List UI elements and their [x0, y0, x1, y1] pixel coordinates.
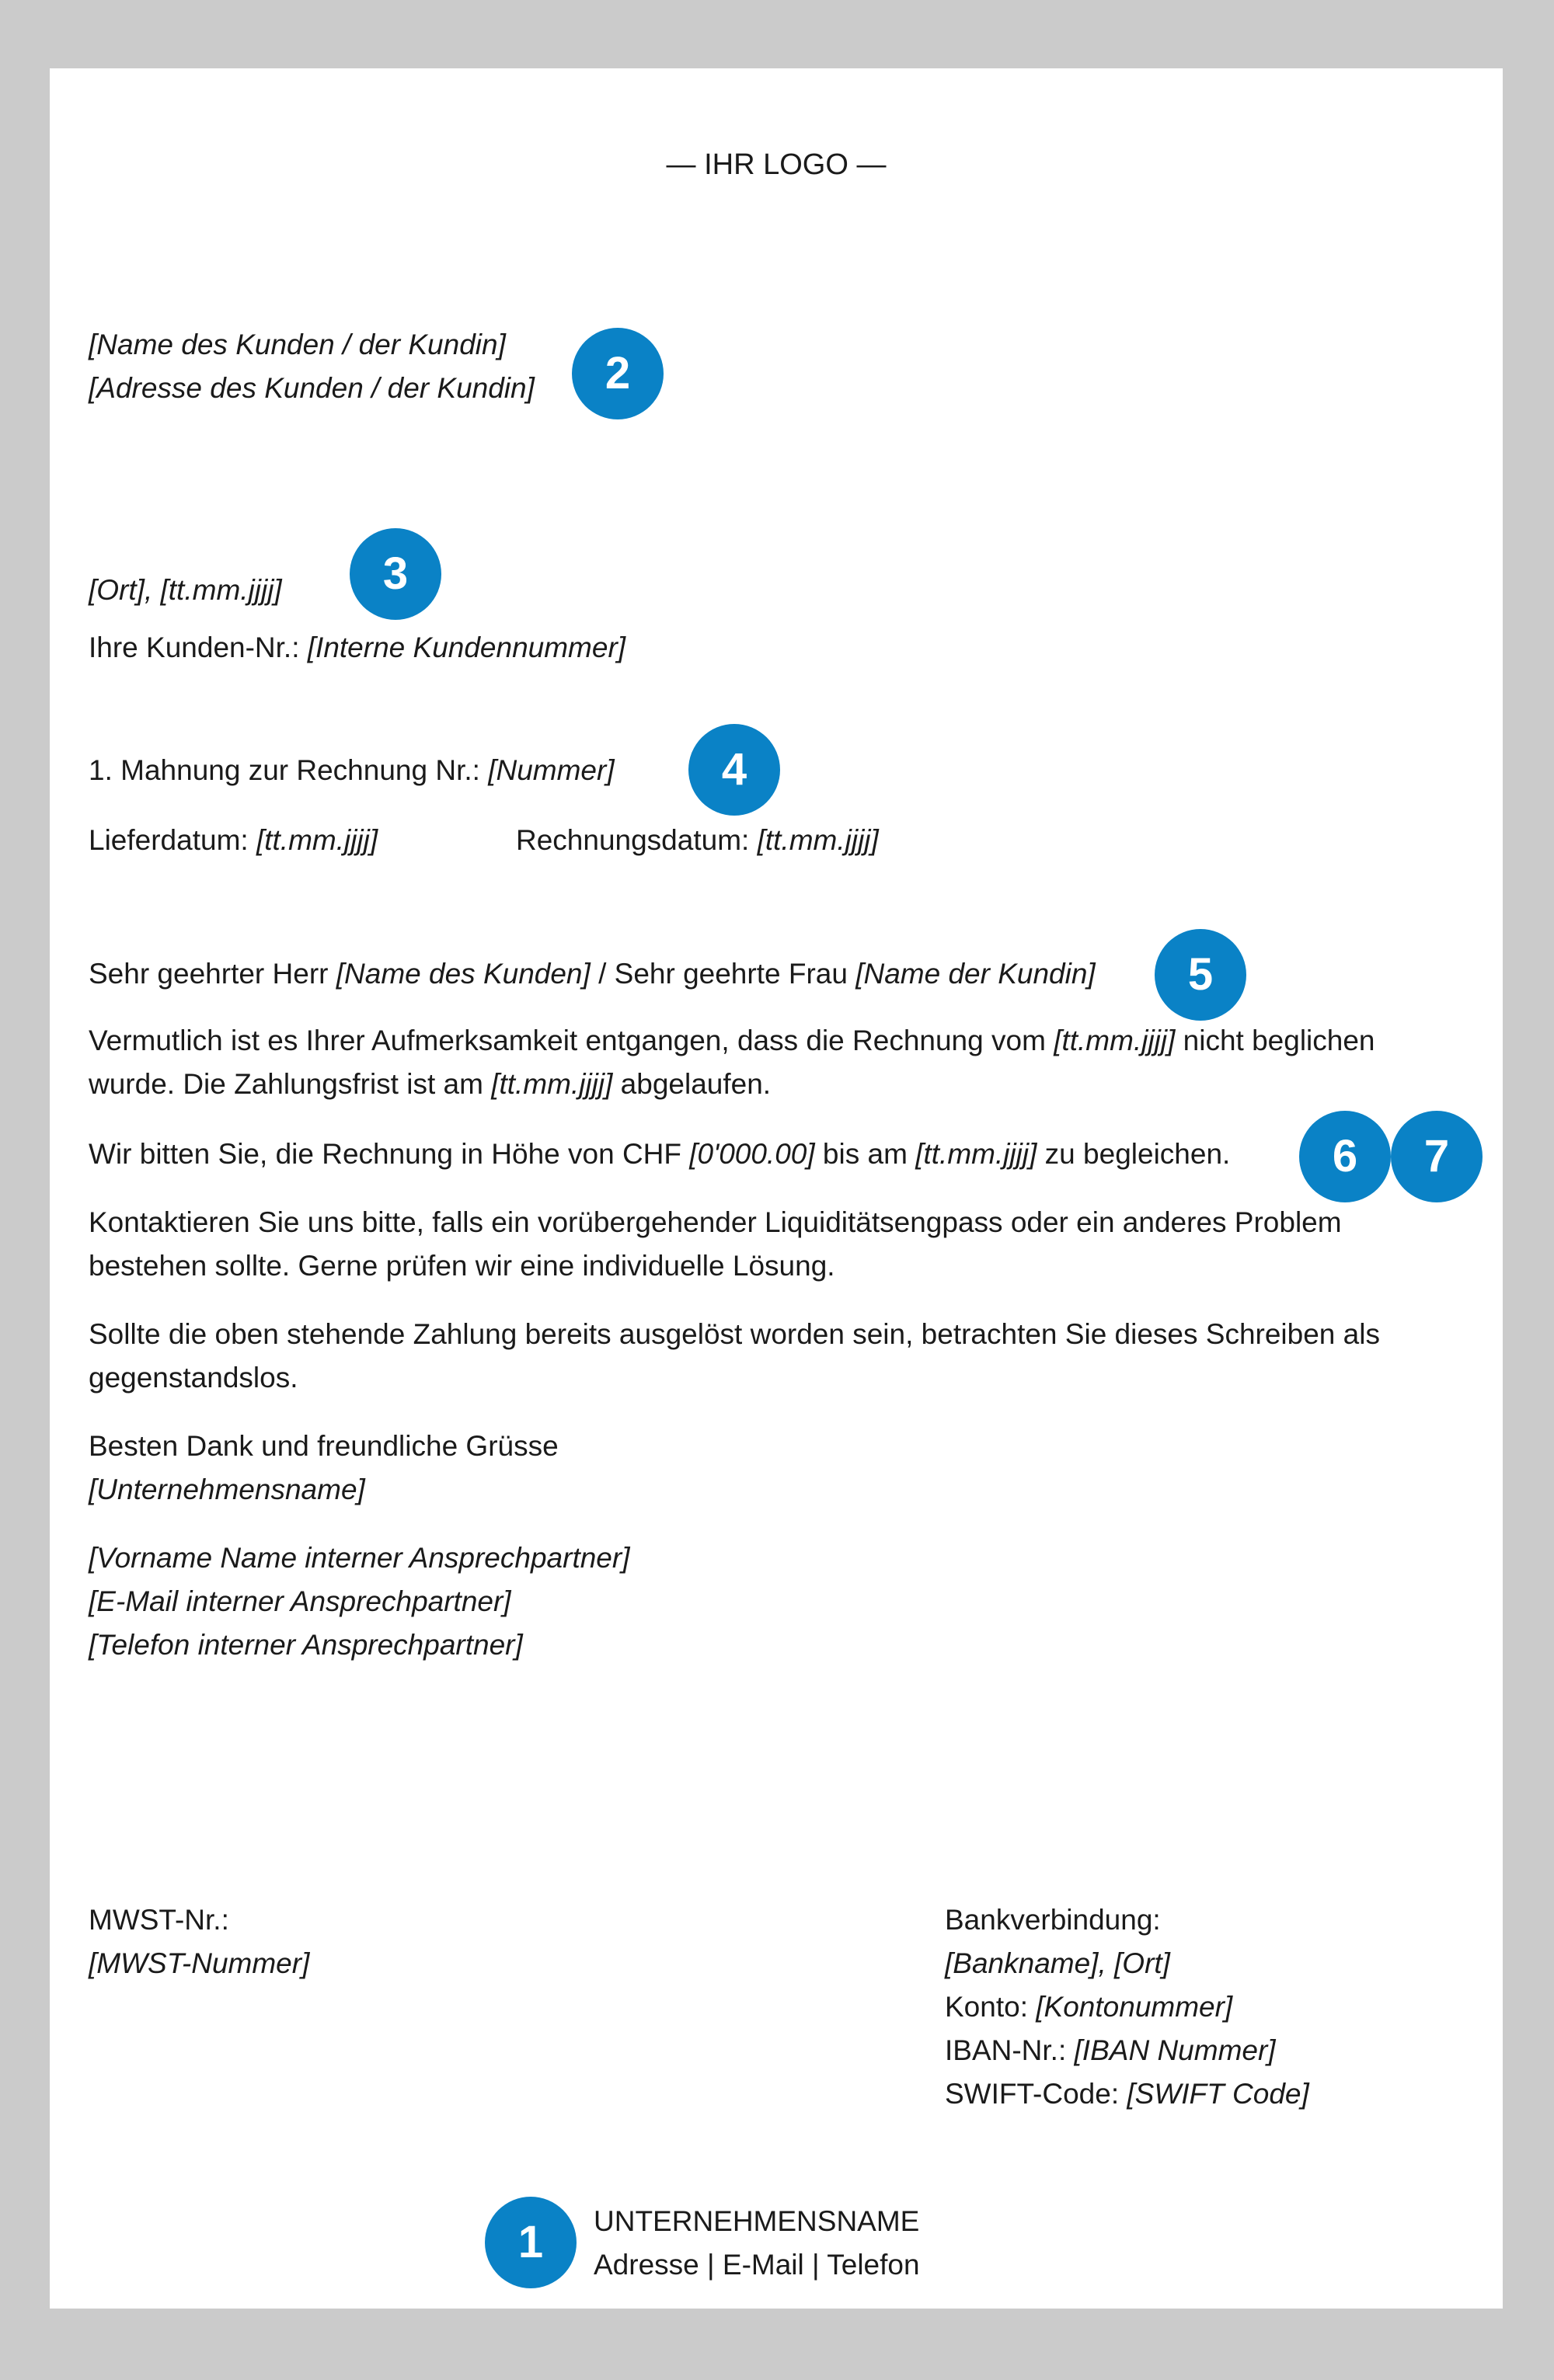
invoice-date-label: Rechnungsdatum: [516, 824, 758, 856]
logo-placeholder: — IHR LOGO — [666, 148, 887, 181]
reminder-title: 1. Mahnung zur Rechnung Nr.: [89, 754, 489, 786]
customer-number-value: [Interne Kundennummer] [307, 632, 626, 663]
greeting-text-1: Sehr geehrter Herr [89, 958, 336, 990]
p1-text-b: nicht beglichen [1175, 1025, 1375, 1056]
account-value: [Kontonummer] [1036, 1991, 1233, 2023]
delivery-date [89, 819, 378, 862]
paragraph-3-line-1: Kontaktieren Sie uns bitte, falls ein vorübergehender Liquiditätsengpass oder ein anderes Problem [89, 1206, 1342, 1238]
badge-7: 7 [1391, 1111, 1483, 1202]
badge-1: 1 [485, 2197, 577, 2288]
swift-value: [SWIFT Code] [1127, 2078, 1309, 2110]
greeting [89, 952, 1096, 996]
badge-3: 3 [350, 528, 441, 620]
closing: Besten Dank und freundliche Grüsse [89, 1430, 559, 1462]
p2-text-a: Wir bitten Sie, die Rechnung in Höhe von [89, 1138, 622, 1170]
swift-label: SWIFT-Code: [945, 2078, 1127, 2110]
greeting-text-2: / Sehr geehrte Frau [590, 958, 856, 990]
account [945, 1985, 1232, 2029]
p2-text-b: bis am [814, 1138, 916, 1170]
badge-5: 5 [1155, 929, 1246, 1021]
delivery-date-label: Lieferdatum: [89, 824, 256, 856]
recipient-name: [Name des Kunden / der Kundin] [89, 329, 506, 360]
p1-text-c: wurde. Die Zahlungsfrist ist am [89, 1068, 492, 1100]
contact-email: [E-Mail interner Ansprechpartner] [89, 1585, 511, 1617]
recipient-address: [Adresse des Kunden / der Kundin] [89, 372, 535, 404]
greeting-name-female: [Name der Kundin] [855, 958, 1096, 990]
company-name-signature: [Unternehmensname] [89, 1474, 365, 1505]
badge-2: 2 [572, 328, 664, 419]
p2-date: [tt.mm.jjjj] [915, 1138, 1037, 1170]
paragraph-1-line-1 [89, 1019, 1375, 1063]
iban-label: IBAN-Nr.: [945, 2034, 1075, 2066]
paragraph-3-line-2: bestehen sollte. Gerne prüfen wir eine individuelle Lösung. [89, 1250, 835, 1282]
customer-number-label: Ihre Kunden-Nr.: [89, 632, 308, 663]
iban-value: [IBAN Nummer] [1074, 2034, 1276, 2066]
swift [945, 2072, 1309, 2116]
letter-page [50, 68, 1503, 2309]
bank-label: Bankverbindung: [945, 1904, 1161, 1936]
paragraph-2 [89, 1133, 1230, 1176]
bank-name: [Bankname], [Ort] [945, 1947, 1170, 1979]
p1-text-a: Vermutlich ist es Ihrer Aufmerksamkeit entgangen, dass die Rechnung vom [89, 1025, 1054, 1056]
customer-number [89, 626, 625, 670]
iban [945, 2029, 1276, 2072]
paragraph-1-line-2 [89, 1063, 771, 1106]
p2-text-c: zu begleichen. [1037, 1138, 1231, 1170]
vat-label: MWST-Nr.: [89, 1904, 229, 1936]
p2-currency: CHF [622, 1138, 690, 1170]
badge-4: 4 [688, 724, 780, 816]
greeting-name-male: [Name des Kunden] [336, 958, 591, 990]
p1-text-d: abgelaufen. [612, 1068, 772, 1100]
p1-date: [tt.mm.jjjj] [1054, 1025, 1176, 1056]
contact-name: [Vorname Name interner Ansprechpartner] [89, 1542, 630, 1574]
invoice-number: [Nummer] [488, 754, 615, 786]
delivery-date-value: [tt.mm.jjjj] [256, 824, 378, 856]
vat-value: [MWST-Nummer] [89, 1947, 310, 1979]
p2-amount: [0'000.00] [689, 1138, 815, 1170]
footer-company-name: UNTERNEHMENSNAME [594, 2205, 920, 2237]
reminder-subject [89, 749, 615, 792]
paragraph-4-line-1: Sollte die oben stehende Zahlung bereits ausgelöst worden sein, betrachten Sie dieses Schreiben als [89, 1318, 1380, 1350]
contact-phone: [Telefon interner Ansprechpartner] [89, 1629, 523, 1661]
account-label: Konto: [945, 1991, 1037, 2023]
footer-company-contact: Adresse | E-Mail | Telefon [594, 2249, 920, 2281]
paragraph-4-line-2: gegenstandslos. [89, 1362, 298, 1394]
invoice-date [516, 819, 879, 862]
p1-date-2: [tt.mm.jjjj] [491, 1068, 613, 1100]
place-date: [Ort], [tt.mm.jjjj] [89, 574, 282, 606]
badge-6: 6 [1299, 1111, 1391, 1202]
invoice-date-value: [tt.mm.jjjj] [757, 824, 879, 856]
